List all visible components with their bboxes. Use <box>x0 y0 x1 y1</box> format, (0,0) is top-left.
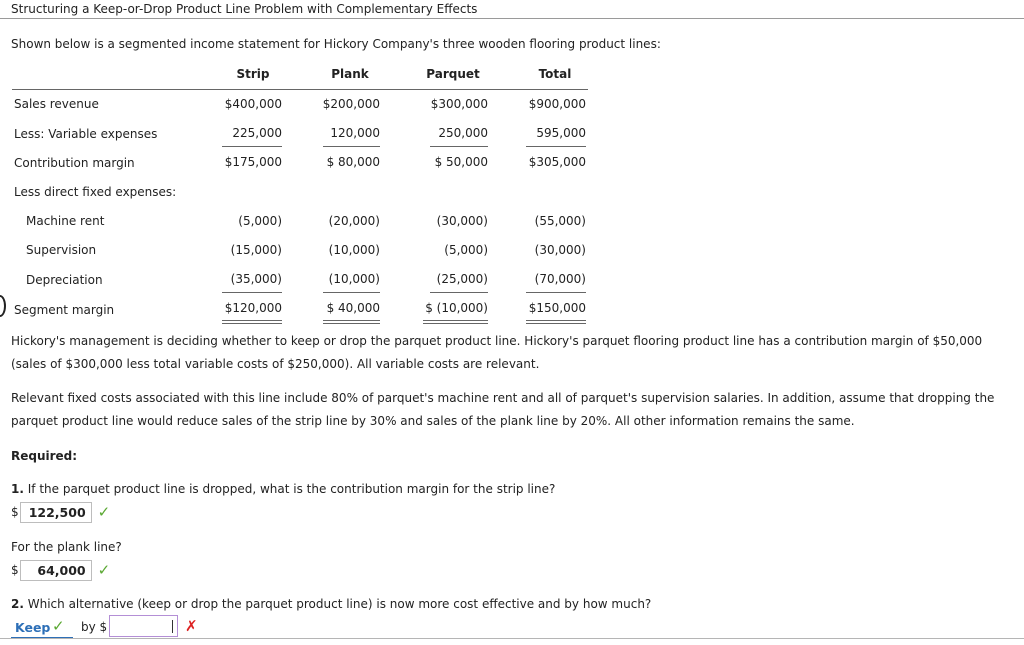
cell-segment-parquet: $ (10,000) <box>425 301 488 315</box>
cell-depreciation-plank: (10,000) <box>328 272 380 286</box>
text-cursor <box>172 620 173 633</box>
double-underline <box>423 320 488 324</box>
row-label-machine-rent: Machine rent <box>26 214 105 228</box>
by-label: by $ <box>81 620 108 634</box>
cell-cm-strip: $175,000 <box>224 155 282 169</box>
income-statement <box>10 63 590 333</box>
cell-sales-total: $900,000 <box>528 97 586 111</box>
check-icon: ✓ <box>97 503 111 521</box>
cell-depreciation-total: (70,000) <box>534 272 586 286</box>
paragraph-relevant-costs: Relevant fixed costs associated with this line include 80% of parquet's machine rent and all of parquet's supervision salaries. In addition, assume that dropping the parquet product line would reduce sales of the strip line by 30% and sales of the plank line by 20%. All other information remains the same. <box>11 391 995 428</box>
row-label-segment-margin: Segment margin <box>14 303 115 317</box>
cell-varexp-total: 595,000 <box>536 126 586 140</box>
cell-varexp-strip: 225,000 <box>232 126 282 140</box>
question-2-number: 2. <box>11 597 24 611</box>
answer-1-row <box>11 501 110 523</box>
check-icon: ✓ <box>97 561 111 579</box>
cell-cm-total: $305,000 <box>528 155 586 169</box>
underline <box>323 146 380 147</box>
cell-supervision-parquet: (5,000) <box>444 243 488 257</box>
cell-sales-parquet: $300,000 <box>430 97 488 111</box>
row-label-supervision: Supervision <box>26 243 97 257</box>
row-label-depreciation: Depreciation <box>26 273 103 287</box>
underline <box>222 292 282 293</box>
side-arc-mark <box>0 295 6 317</box>
cell-supervision-plank: (10,000) <box>328 243 380 257</box>
answer-1b-row <box>11 559 110 581</box>
x-icon: ✗ <box>185 617 198 635</box>
cell-segment-total: $150,000 <box>528 301 586 315</box>
question-2-text: Which alternative (keep or drop the parquet product line) is now more cost effective and by how much? <box>27 597 652 611</box>
cell-rent-parquet: (30,000) <box>436 214 488 228</box>
check-icon: ✓ <box>52 617 65 635</box>
required-label: Required: <box>11 449 78 463</box>
underline <box>323 292 380 293</box>
cell-segment-strip: $120,000 <box>224 301 282 315</box>
paragraph-management-decision: Hickory's management is deciding whether to keep or drop the parquet product line. Hickory's parquet flooring product line has a contribution margin of $50,000 (sales of $300,000 less total variable costs of $250,000). All variable costs are relevant. <box>11 334 983 371</box>
cell-sales-strip: $400,000 <box>224 97 282 111</box>
cell-rent-total: (55,000) <box>534 214 586 228</box>
cell-cm-parquet: $ 50,000 <box>434 155 488 169</box>
column-header-strip: Strip <box>236 67 270 81</box>
currency-symbol: $ <box>11 505 19 519</box>
answer-1-input[interactable]: 122,500 <box>20 502 92 523</box>
answer-2-amount-input[interactable] <box>109 615 178 637</box>
cell-varexp-parquet: 250,000 <box>438 126 488 140</box>
cell-varexp-plank: 120,000 <box>330 126 380 140</box>
cell-cm-plank: $ 80,000 <box>326 155 380 169</box>
question-1-text: If the parquet product line is dropped, what is the contribution margin for the strip line? <box>27 482 556 496</box>
row-label-variable-expenses: Less: Variable expenses <box>14 127 158 141</box>
cell-supervision-total: (30,000) <box>534 243 586 257</box>
cell-depreciation-strip: (35,000) <box>230 272 282 286</box>
answer-1b-input[interactable]: 64,000 <box>20 560 92 581</box>
column-header-parquet: Parquet <box>426 67 480 81</box>
question-1 <box>11 482 555 496</box>
cell-segment-plank: $ 40,000 <box>326 301 380 315</box>
row-label-direct-fixed-expenses: Less direct fixed expenses: <box>14 185 177 199</box>
column-header-total: Total <box>538 67 572 81</box>
answer-2-row <box>11 615 201 639</box>
currency-symbol: $ <box>11 563 19 577</box>
question-2 <box>11 597 651 611</box>
cell-sales-plank: $200,000 <box>322 97 380 111</box>
row-label-contribution-margin: Contribution margin <box>14 156 135 170</box>
underline <box>526 292 586 293</box>
page-title: Structuring a Keep-or-Drop Product Line Problem with Complementary Effects <box>11 2 478 16</box>
question-1b: For the plank line? <box>11 540 122 554</box>
underline <box>430 146 488 147</box>
cell-rent-plank: (20,000) <box>328 214 380 228</box>
keep-drop-select[interactable]: Keep <box>15 620 51 635</box>
question-1-number: 1. <box>11 482 24 496</box>
double-underline <box>323 320 380 324</box>
cell-depreciation-parquet: (25,000) <box>436 272 488 286</box>
cell-rent-strip: (5,000) <box>238 214 282 228</box>
underline <box>430 292 488 293</box>
bottom-divider <box>0 638 1024 639</box>
cell-supervision-strip: (15,000) <box>230 243 282 257</box>
double-underline <box>526 320 586 324</box>
intro-text: Shown below is a segmented income statement for Hickory Company's three wooden flooring product lines: <box>11 37 661 51</box>
double-underline <box>222 320 282 324</box>
column-header-plank: Plank <box>331 67 369 81</box>
header-divider <box>12 89 588 90</box>
row-label-sales-revenue: Sales revenue <box>14 97 99 111</box>
top-bar <box>0 0 1024 19</box>
underline <box>222 146 282 147</box>
underline <box>526 146 586 147</box>
